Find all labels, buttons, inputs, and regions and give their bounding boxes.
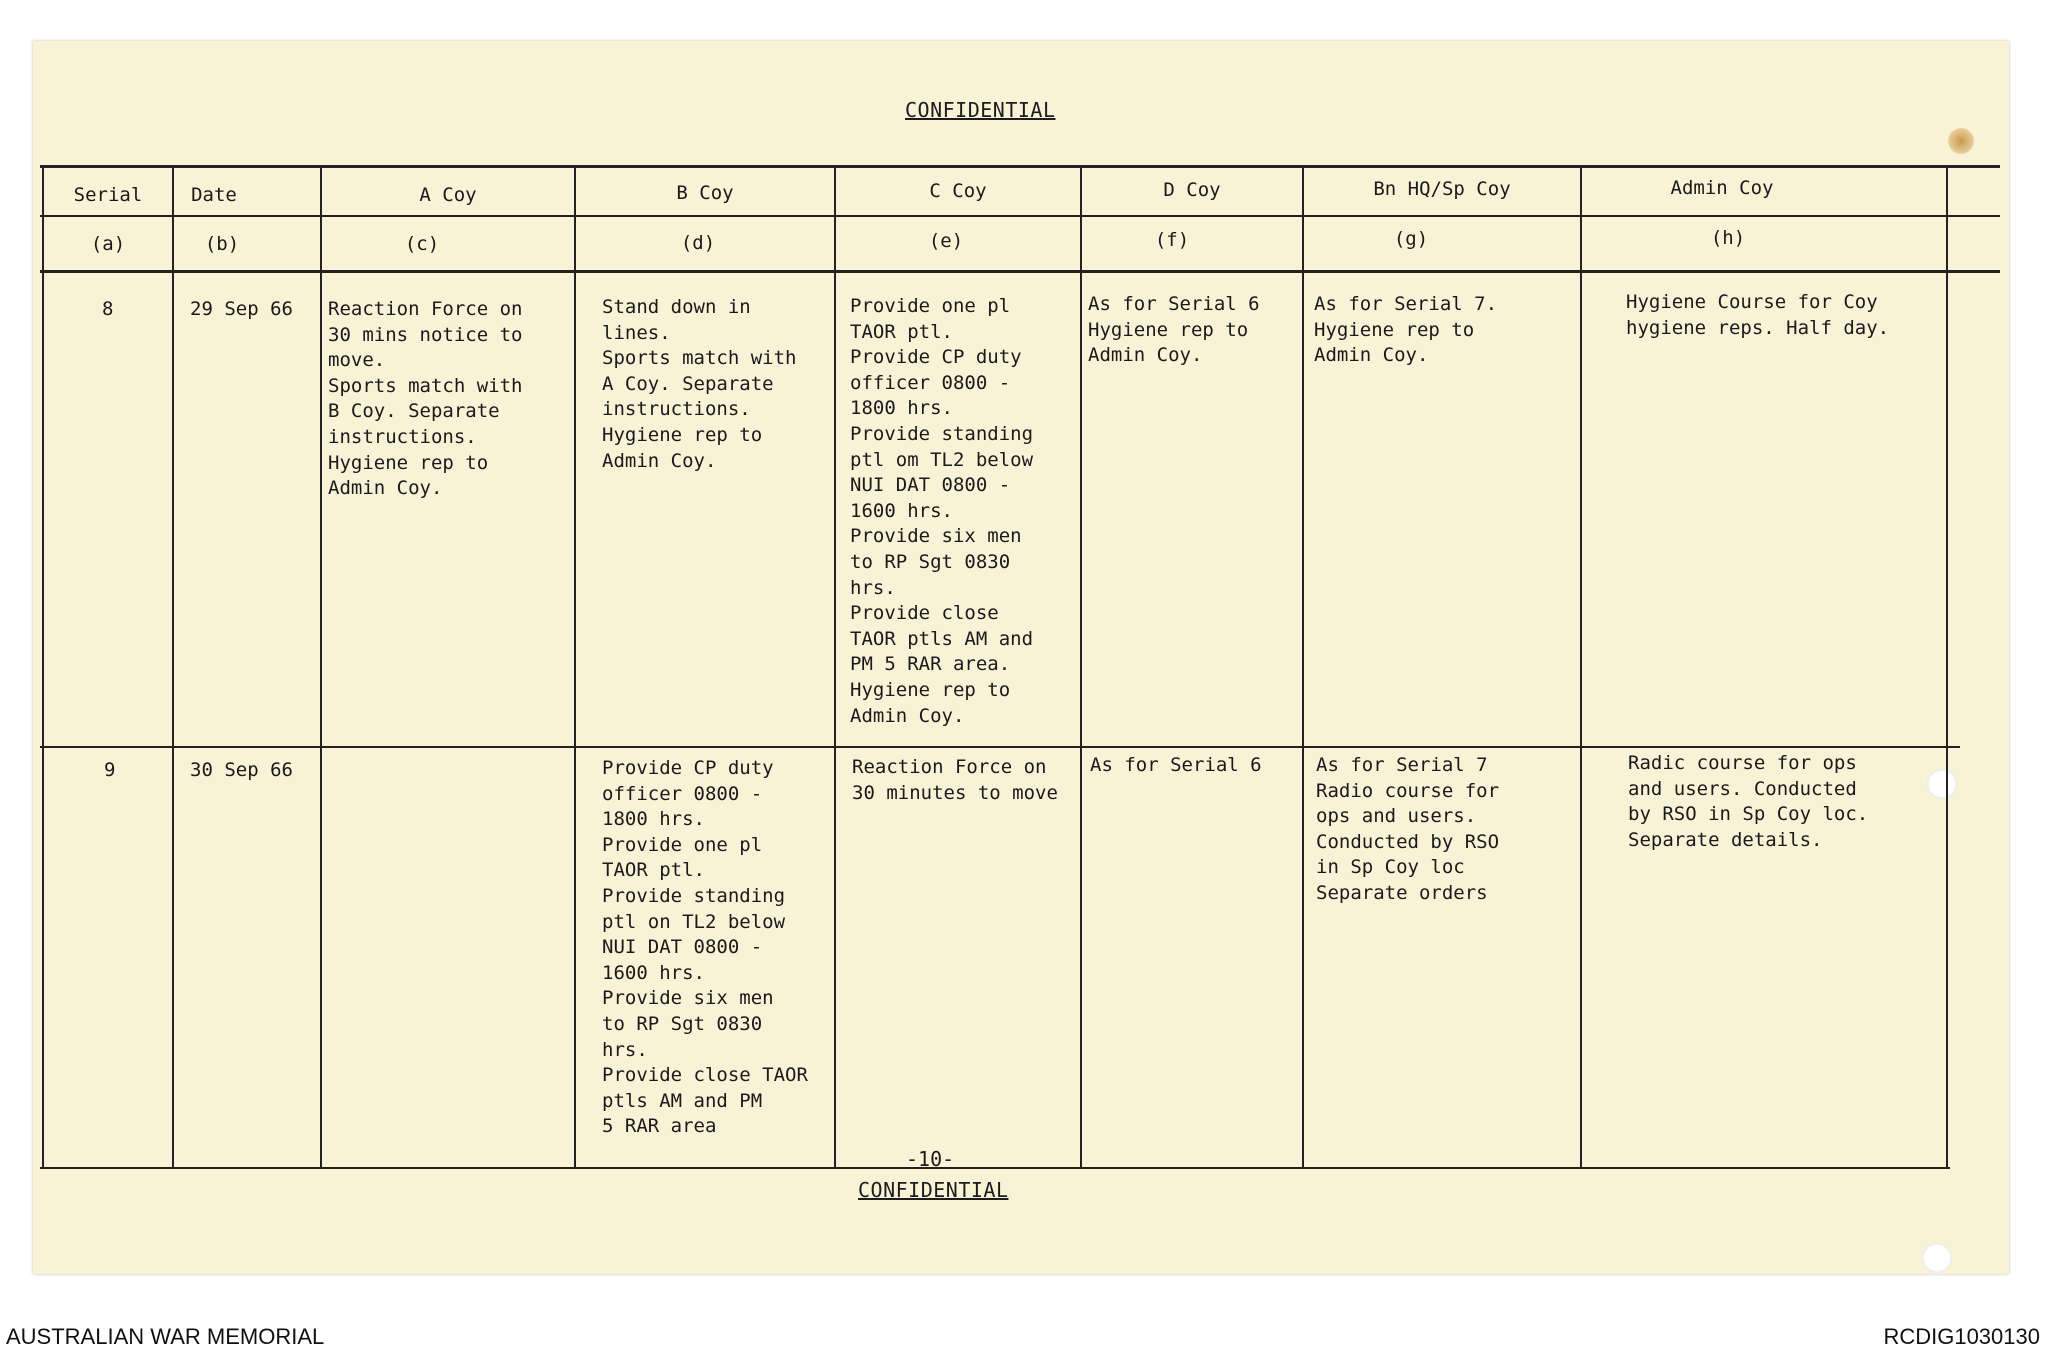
- row9-b-coy: Provide CP duty officer 0800 - 1800 hrs. Provide one pl TAOR ptl. Provide standing ptl on TL2 below NUI DAT 0800 - 1600 hrs. Provide six men to RP Sgt 0830 hrs. Provide close TAOR ptls AM and PM 5 RAR area: [602, 757, 808, 1138]
- table-top-border: [40, 165, 2000, 168]
- col-divider-d: [1080, 166, 1082, 1168]
- subheader-g: (g): [1393, 228, 1429, 250]
- subheader-d: (d): [680, 232, 716, 254]
- col-divider-bnhq: [1302, 166, 1304, 1168]
- punch-hole-lower: [1922, 1243, 1952, 1273]
- row8-b-coy: Stand down in lines. Sports match with A Coy. Separate instructions. Hygiene rep to Admin Coy.: [602, 296, 797, 472]
- row9-serial: 9: [104, 759, 116, 781]
- subheader-c: (c): [404, 233, 440, 255]
- col-divider-admin: [1580, 166, 1582, 1168]
- archive-id: RCDIG1030130: [1883, 1324, 2040, 1349]
- subheader-f: (f): [1154, 229, 1190, 251]
- row8-serial: 8: [102, 298, 114, 320]
- row9-admin-coy: Radic course for ops and users. Conducted by RSO in Sp Coy loc. Separate details.: [1628, 752, 1869, 851]
- paper-stain: [1948, 128, 1974, 154]
- col-divider-date: [172, 166, 174, 1168]
- header-d-coy: D Coy: [1163, 179, 1221, 201]
- subheader-a: (a): [90, 233, 126, 255]
- archive-credit: AUSTRALIAN WAR MEMORIAL: [6, 1324, 325, 1349]
- row8-c-coy: Provide one pl TAOR ptl. Provide CP duty officer 0800 - 1800 hrs. Provide standing ptl om TL2 below NUI DAT 0800 - 1600 hrs. Provide six men to RP Sgt 0830 hrs. Provide close TAOR ptls AM and PM 5 RAR area. Hygiene rep to Admin Coy.: [850, 295, 1034, 727]
- row8-d-coy: As for Serial 6 Hygiene rep to Admin Coy.: [1088, 293, 1260, 367]
- row8-date: 29 Sep 66: [190, 298, 293, 320]
- subheader-b: (b): [204, 233, 240, 255]
- row8-admin-coy: Hygiene Course for Coy hygiene reps. Half day.: [1626, 291, 1890, 339]
- row9-bn-hq: As for Serial 7 Radio course for ops and users. Conducted by RSO in Sp Coy loc Separate orders: [1316, 754, 1500, 904]
- header-c-coy: C Coy: [929, 180, 987, 202]
- col-divider-right: [1946, 166, 1948, 1168]
- header-b-coy: B Coy: [676, 182, 734, 204]
- page-number: -10-: [906, 1147, 955, 1171]
- header-a-coy: A Coy: [419, 184, 477, 206]
- col-divider-serial: [42, 166, 44, 1168]
- row-divider: [40, 746, 1960, 748]
- table-bottom-border: [40, 1167, 1950, 1169]
- row9-date: 30 Sep 66: [190, 759, 293, 781]
- row9-d-coy: As for Serial 6: [1090, 754, 1262, 776]
- header-date: Date: [191, 184, 237, 206]
- confidential-header: CONFIDENTIAL: [905, 98, 1056, 122]
- row9-c-coy: Reaction Force on 30 minutes to move: [852, 756, 1058, 804]
- confidential-footer: CONFIDENTIAL: [858, 1178, 1009, 1202]
- col-divider-b: [574, 166, 576, 1168]
- header-divider: [40, 215, 2000, 217]
- col-divider-c: [834, 166, 836, 1168]
- subheader-divider: [40, 270, 2000, 273]
- header-bn-hq: Bn HQ/Sp Coy: [1373, 178, 1511, 200]
- subheader-e: (e): [928, 230, 964, 252]
- row8-bn-hq: As for Serial 7. Hygiene rep to Admin Coy.: [1314, 293, 1498, 367]
- col-divider-a: [320, 166, 322, 1168]
- header-serial: Serial: [73, 184, 143, 206]
- punch-hole-upper: [1927, 769, 1957, 799]
- row8-a-coy: Reaction Force on 30 mins notice to move. Sports match with B Coy. Separate instructions. Hygiene rep to Admin Coy.: [328, 298, 523, 500]
- header-admin-coy: Admin Coy: [1670, 177, 1774, 199]
- subheader-h: (h): [1710, 227, 1746, 249]
